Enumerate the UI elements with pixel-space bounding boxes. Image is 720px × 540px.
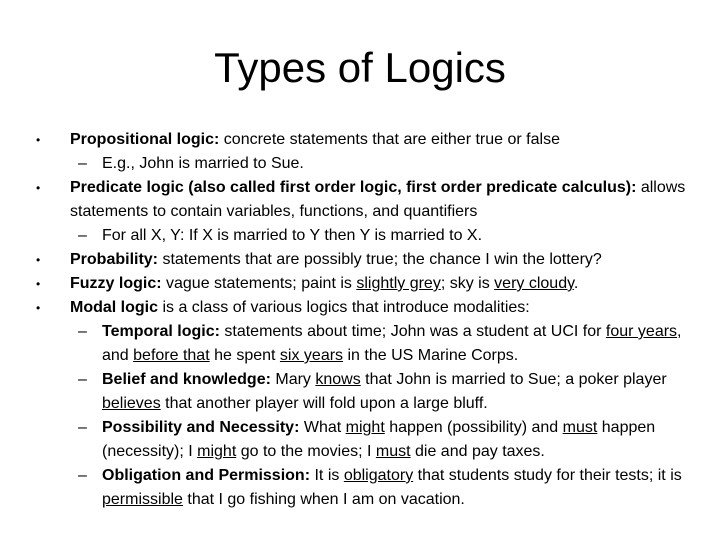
sub-bullet-text: he spent [209, 347, 280, 364]
slide-title: Types of Logics [214, 44, 506, 91]
bullet-term: Propositional logic: [70, 131, 220, 148]
sub-bullet-example [36, 152, 696, 176]
bullet-modal-logic [36, 296, 696, 320]
underlined-phrase: might [345, 419, 385, 436]
bullet-dot: • [36, 133, 41, 147]
slide-content [36, 128, 696, 512]
sub-bullet-dash: – [78, 155, 87, 172]
sub-bullet-obligation-permission [36, 464, 696, 512]
sub-bullet-text: that students study for their tests; it is [413, 467, 682, 484]
sub-bullet-dash: – [78, 323, 87, 340]
underlined-phrase: might [197, 443, 237, 460]
bullet-term: Fuzzy logic: [70, 275, 162, 292]
bullet-dot: • [36, 277, 41, 291]
sub-bullet-text: Mary [270, 371, 316, 388]
sub-bullet-text: For all X, Y: If X is married to Y then Y is married to X. [102, 227, 483, 244]
sub-bullet-dash: – [78, 227, 87, 244]
sub-bullet-text: in the US Marine Corps. [343, 347, 519, 364]
underlined-phrase: obligatory [343, 467, 414, 484]
sub-bullet-dash: – [78, 371, 87, 388]
underlined-phrase: before that [133, 347, 210, 364]
sub-bullet-text: die and pay taxes. [410, 443, 545, 460]
underlined-phrase: must [375, 443, 411, 460]
underlined-phrase: six years [279, 347, 344, 364]
bullet-probability [36, 248, 696, 272]
bullet-text: vague statements; paint is [161, 275, 357, 292]
sub-bullet-text: , and [102, 323, 682, 364]
sub-bullet-text: that another player will fold upon a large bluff. [160, 395, 488, 412]
sub-bullet-text: that I go fishing when I am on vacation. [182, 491, 465, 508]
underlined-phrase: very cloudy [494, 275, 574, 292]
underlined-phrase: believes [102, 395, 161, 412]
bullet-text: is a class of various logics that introduce modalities: [158, 299, 530, 316]
bullet-text: concrete statements that are either true or false [219, 131, 560, 148]
bullet-dot: • [36, 181, 41, 195]
underlined-phrase: four years [605, 323, 678, 340]
sub-bullet-possibility-necessity [36, 416, 696, 464]
underlined-phrase: knows [315, 371, 361, 388]
sub-bullet-text: statements about time; John was a student at UCI for [219, 323, 606, 340]
bullet-dot: • [36, 253, 41, 267]
sub-bullet-dash: – [78, 467, 87, 484]
sub-bullet-text: go to the movies; I [236, 443, 376, 460]
sub-bullet-term: Temporal logic: [102, 323, 220, 340]
bullet-text: allows statements to contain variables, functions, and quantifiers [70, 179, 686, 220]
bullet-text: ; sky is [440, 275, 495, 292]
sub-bullet-temporal-logic [36, 320, 696, 368]
sub-bullet-dash: – [78, 419, 87, 436]
bullet-term: Probability: [70, 251, 159, 268]
sub-bullet-term: Belief and knowledge: [102, 371, 271, 388]
sub-bullet-term: Possibility and Necessity: [102, 419, 300, 436]
sub-bullet-text: that John is married to Sue; a poker player [360, 371, 667, 388]
sub-bullet-example [36, 224, 696, 248]
sub-bullet-belief-knowledge [36, 368, 696, 416]
bullet-text: statements that are possibly true; the chance I win the lottery? [158, 251, 602, 268]
sub-bullet-text: It is [310, 467, 344, 484]
bullet-predicate-logic [36, 176, 696, 224]
sub-bullet-text: happen (necessity); I [102, 419, 656, 460]
bullet-fuzzy-logic [36, 272, 696, 296]
bullet-term: Predicate logic (also called first order logic, first order predicate calculus): [70, 179, 637, 196]
bullet-propositional-logic [36, 128, 696, 152]
bullet-dot: • [36, 301, 41, 315]
underlined-phrase: permissible [102, 491, 183, 508]
sub-bullet-text: What [299, 419, 346, 436]
sub-bullet-term: Obligation and Permission: [102, 467, 311, 484]
sub-bullet-text: happen (possibility) and [384, 419, 563, 436]
bullet-term: Modal logic [70, 299, 158, 316]
bullet-text: . [573, 275, 579, 292]
underlined-phrase: must [562, 419, 598, 436]
underlined-phrase: slightly grey [356, 275, 441, 292]
sub-bullet-text: E.g., John is married to Sue. [102, 155, 304, 172]
